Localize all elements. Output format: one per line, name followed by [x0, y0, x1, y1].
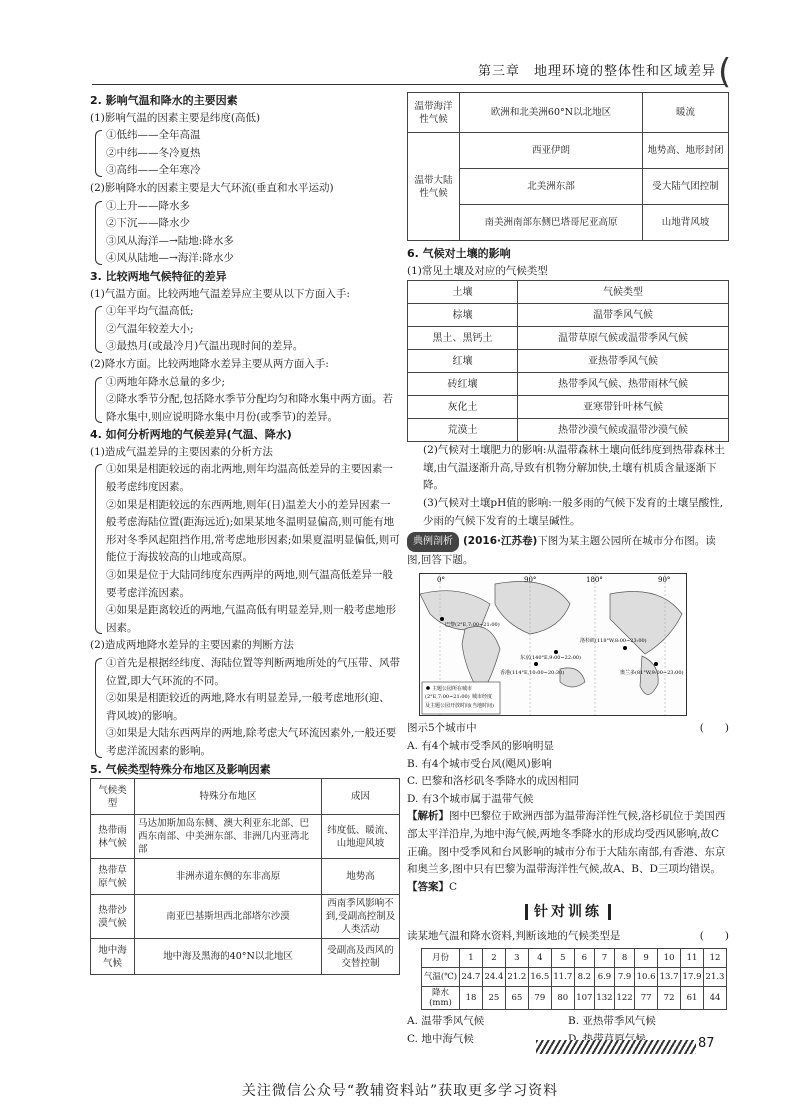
flow-item: ②下沉——降水少: [106, 217, 190, 230]
table-cell: 地中海及黑海的40°N以北地区: [135, 939, 322, 975]
s4-p1: (1)造成气温差异的主要因素的分析方法: [90, 445, 273, 458]
table-cell: 西亚伊朗: [460, 133, 643, 169]
rain-brace: [90, 374, 400, 427]
table-cell: 温带海洋性气候: [408, 93, 460, 133]
s6-p2: (2)气候对土壤肥力的影响:从温带森林土壤向低纬度到热带森林土壤,由气温逐渐升高,导致有机物分解加快,土壤有机质含量逐渐下降。: [423, 444, 725, 492]
table-row: [91, 859, 400, 895]
table-cell: 山地背风坡: [643, 205, 729, 241]
section-4-title: 4. 如何分析两地的气候差异(气温、降水): [90, 428, 292, 442]
option-a: A. 有4个城市受季风的影响明显: [407, 739, 554, 752]
map-lon-label: 180°: [586, 576, 603, 585]
rain-item: ①两地年降水总量的多少;: [106, 375, 226, 388]
table-row: [408, 350, 729, 373]
rain-item: ②降水季节分配,包括降水季节分配均匀和降水集中两方面。若降水集中,则应说明降水集中月份(或季节)的差异。: [106, 393, 393, 423]
table-cell: 44: [704, 987, 727, 1010]
table-cell: 8.2: [574, 968, 594, 987]
training-option-b: B. 亚热带季风气候: [568, 1015, 656, 1028]
training-question-text: 读某地气温和降水资料,判断该地的气候类型是: [407, 929, 621, 942]
training-option-c: C. 地中海气候: [407, 1033, 474, 1046]
temp-precip-table: [421, 948, 727, 1010]
table-cell: 受大陆气团控制: [643, 169, 729, 205]
table-row: [408, 419, 729, 442]
example-intro: [407, 532, 729, 569]
temp-item: ③最热月(或最冷月)气温出现时间的差异。: [106, 340, 304, 353]
circulation-brace: [90, 198, 400, 268]
table-cell: 砖红壤: [408, 373, 518, 396]
answer: [407, 879, 729, 897]
temp-item: ②气温年较差大小;: [106, 322, 194, 335]
table-cell: 17.9: [681, 968, 704, 987]
table-row: [91, 939, 400, 975]
table-cell: 南美洲南部东侧巴塔哥尼亚高原: [460, 205, 643, 241]
table-row: [408, 93, 729, 133]
table-cell: 亚寒带针叶林气候: [518, 396, 729, 419]
table-cell: 77: [635, 987, 658, 1010]
table-header: 降水(mm): [422, 987, 460, 1010]
training-paren: ( ): [699, 929, 729, 942]
table-cell: 温带季风气候: [518, 304, 729, 327]
analysis-label: 【解析】: [407, 810, 449, 823]
climate-distribution-table-cont: [407, 92, 729, 241]
map-legend: 城市经度: [472, 694, 493, 701]
table-cell: 热带沙漠气候或温带沙漠气候: [518, 419, 729, 442]
table-cell: 21.2: [505, 968, 528, 987]
table-cell: 北美洲东部: [460, 169, 643, 205]
table-cell: 11.7: [551, 968, 574, 987]
table-cell: 3: [505, 949, 528, 968]
table-row: [422, 987, 727, 1010]
table-cell: 65: [505, 987, 528, 1010]
table-cell: 2: [482, 949, 505, 968]
analysis-text: 图中巴黎位于欧洲西部为温带海洋性气候,洛杉矶位于美国西部太平洋沿岸,为地中海气候,两地冬季降水的形成均受西风影响,故C正确。图中受季风和台风影响的城市分布于大陆东南部,有香港、东京和奥兰多,图中只有巴黎为温带海洋性气候,故A、B、D三项均错误。: [407, 810, 726, 876]
section-5-title: 5. 气候类型特殊分布地区及影响因素: [90, 762, 271, 776]
s3-p2: (2)降水方面。比较两地降水差异主要从两方面入手:: [90, 357, 329, 370]
table-cell: 21.3: [704, 968, 727, 987]
table-cell: 4: [528, 949, 551, 968]
table-cell: 热带草原气候: [91, 859, 135, 895]
lat-item: ②中纬——冬冷夏热: [106, 146, 201, 159]
table-row: [408, 304, 729, 327]
map-city-label: 东京(140°E,9:00~22:00): [520, 655, 582, 662]
table-header: 气候类型: [518, 281, 729, 304]
answer-label: 【答案】: [407, 880, 449, 893]
table-cell: 80: [551, 987, 574, 1010]
table-cell: 7.9: [615, 968, 635, 987]
table-cell: 79: [528, 987, 551, 1010]
latitude-brace: [90, 127, 400, 180]
table-cell: 地势高、地形封闭: [643, 133, 729, 169]
table-cell: 温带草原气候或温带季风气候: [518, 327, 729, 350]
map-city-label: 奥兰多(81°W,9:00~23:00): [620, 670, 684, 677]
table-cell: 灰化土: [408, 396, 518, 419]
climate-distribution-table: [90, 778, 400, 975]
example-question: [407, 720, 729, 738]
map-city-label: 巴黎(2°E,7:00~21:00): [445, 622, 500, 629]
table-cell: 热带沙漠气候: [91, 895, 135, 939]
s2-p2: (2)影响降水的因素主要是大气环流(垂直和水平运动): [90, 181, 334, 194]
rain-factor-item: ③如果是大陆东西两岸的两地,除考虑大气环流因素外,一般还要考虑洋流因素的影响。: [106, 727, 397, 757]
example-source: (2016·江苏卷): [463, 535, 538, 548]
rain-factor-brace: [90, 655, 400, 761]
table-cell: 10.6: [635, 968, 658, 987]
option-d: D. 有3个城市属于温带气候: [407, 792, 534, 805]
table-cell: 24.7: [460, 968, 483, 987]
table-header: 月份: [422, 949, 460, 968]
table-cell: 72: [658, 987, 681, 1010]
table-header: 特殊分布地区: [135, 779, 322, 815]
table-cell: 61: [681, 987, 704, 1010]
right-column: [407, 92, 729, 1049]
table-cell: 24.4: [482, 968, 505, 987]
table-row: [422, 968, 727, 987]
table-cell: 12: [704, 949, 727, 968]
s6-p3: (3)气候对土壤pH值的影响:一般多雨的气候下发育的土壤呈酸性,少雨的气候下发育的土壤呈碱性。: [423, 496, 724, 527]
footer-note: 关注微信公众号“教辅资料站”获取更多学习资料: [241, 1083, 559, 1099]
table-cell: 16.5: [528, 968, 551, 987]
section-3-title: 3. 比较两地气候特征的差异: [90, 269, 227, 283]
lat-item: ③高纬——全年寒冷: [106, 164, 201, 177]
training-question: [407, 928, 729, 946]
table-cell: 南亚巴基斯坦西北部塔尔沙漠: [135, 895, 322, 939]
table-cell: 热带季风气候、热带雨林气候: [518, 373, 729, 396]
table-cell: 地势高: [322, 859, 400, 895]
map-lon-label: 0°: [437, 576, 445, 585]
table-cell: 地中海气候: [91, 939, 135, 975]
table-cell: 7: [594, 949, 614, 968]
rain-factor-item: ①首先是根据经纬度、海陆位置等判断两地所处的气压带、风带位置,即大气环流的不同。: [106, 657, 400, 687]
section-2-title: 2. 影响气温和降水的主要因素: [90, 94, 238, 107]
table-header: 成因: [322, 779, 400, 815]
training-title-text: 针对训练: [525, 904, 611, 920]
analysis: [407, 808, 729, 878]
table-cell: 10: [658, 949, 681, 968]
table-cell: 107: [574, 987, 594, 1010]
table-header: 气温(℃): [422, 968, 460, 987]
flow-item: ①上升——降水多: [106, 199, 190, 212]
table-cell: 欧洲和北美洲60°N以北地区: [460, 93, 643, 133]
table-cell: 黑土、黑钙土: [408, 327, 518, 350]
example-badge: 典例剖析: [407, 532, 459, 552]
temp-factor-item: ④如果是距离较近的两地,气温高低有明显差异,则一般考虑地形因素。: [106, 604, 397, 634]
table-cell: 西南季风影响不到,受副高控制及人类活动: [322, 895, 400, 939]
map-legend: (2°E,7:00~21:00): [425, 694, 470, 701]
table-row: [408, 133, 729, 169]
s6-p1: (1)常见土壤及对应的气候类型: [407, 264, 548, 277]
table-row: [91, 895, 400, 939]
table-cell: 荒漠土: [408, 419, 518, 442]
footer-hatch-decoration: [536, 1040, 696, 1054]
temp-brace: [90, 303, 400, 356]
world-map-figure: [419, 573, 687, 716]
page-number: 87: [698, 1036, 715, 1051]
temp-factor-item: ②如果是相距较远的东西两地,则年(日)温差大小的差异因素一般考虑海陆位置(距海远近);如果某地冬温明显偏高,则可能有地形对冬季风起阻挡作用,常考虑地形因素;如果夏温明显偏低,则可能位于海拔较高的山地或高原。: [106, 498, 400, 564]
table-header: 气候类型: [91, 779, 135, 815]
answer-paren: ( ): [699, 722, 729, 735]
question-text: 图示5个城市中: [407, 722, 477, 735]
example-text: 下图为某主题公园所在城市分布图。读图,回答下题。: [407, 535, 716, 566]
answer-value: C: [449, 880, 458, 893]
training-title: [407, 904, 729, 922]
table-row: [408, 396, 729, 419]
table-cell: 9: [635, 949, 658, 968]
table-cell: 温带大陆性气候: [408, 133, 460, 241]
temp-factor-brace: [90, 461, 400, 637]
table-cell: 亚热带季风气候: [518, 350, 729, 373]
flow-item: ④风从陆地—→海洋:降水少: [106, 252, 234, 265]
s3-p1: (1)气温方面。比较两地气温差异应主要从以下方面入手:: [90, 287, 350, 300]
table-cell: 红壤: [408, 350, 518, 373]
map-lon-label: 90°: [524, 576, 537, 585]
option-b: B. 有4个城市受台风(飓风)影响: [407, 757, 552, 770]
lat-item: ①低纬——全年高温: [106, 129, 201, 142]
table-row: [408, 373, 729, 396]
world-map-svg: [420, 574, 687, 716]
soil-climate-table: [407, 280, 729, 442]
table-cell: 18: [460, 987, 483, 1010]
table-cell: 25: [482, 987, 505, 1010]
table-cell: 受副高及西风的交替控制: [322, 939, 400, 975]
chapter-title: 第三章 地理环境的整体性和区域差异: [478, 64, 717, 79]
table-cell: 132: [594, 987, 614, 1010]
table-cell: 8: [615, 949, 635, 968]
header-bracket-decoration: (: [718, 52, 732, 92]
table-row: [422, 949, 727, 968]
section-6-title: 6. 气候对土壤的影响: [407, 247, 511, 260]
table-cell: 暖流: [643, 93, 729, 133]
map-legend: 主题公园所在城市: [432, 686, 473, 693]
table-cell: 纬度低、暖流、山地迎风坡: [322, 815, 400, 859]
option-c: C. 巴黎和洛杉矶冬季降水的成因相同: [407, 775, 579, 788]
table-row: [91, 815, 400, 859]
flow-item: ③风从海洋—→陆地:降水多: [106, 234, 234, 247]
table-cell: 122: [615, 987, 635, 1010]
s4-p2: (2)造成两地降水差异的主要因素的判断方法: [90, 639, 294, 652]
temp-item: ①年平均气温高低;: [106, 305, 194, 318]
map-city-label: 香港(114°E,10:00~20:30): [500, 670, 565, 677]
table-cell: 5: [551, 949, 574, 968]
header-rule: [92, 84, 725, 85]
map-lon-label: 90°: [658, 576, 671, 585]
table-header: 土壤: [408, 281, 518, 304]
s2-p1: (1)影响气温的因素主要是纬度(高低): [90, 111, 261, 124]
table-cell: 马达加斯加岛东侧、澳大利亚东北部、巴西东南部、中美洲东部、非洲几内亚湾北部: [135, 815, 322, 859]
table-cell: 13.7: [658, 968, 681, 987]
table-cell: 6: [574, 949, 594, 968]
temp-factor-item: ③如果是位于大陆同纬度东西两岸的两地,则气温高低差异一般要考虑洋流因素。: [106, 569, 393, 599]
left-column: [90, 92, 400, 975]
table-cell: 非洲赤道东侧的东非高原: [135, 859, 322, 895]
table-cell: 6.9: [594, 968, 614, 987]
table-cell: 11: [681, 949, 704, 968]
table-cell: 棕壤: [408, 304, 518, 327]
temp-factor-item: ①如果是相距较远的南北两地,则年均温高低差异的主要因素一般考虑纬度因素。: [106, 463, 393, 494]
map-city-label: 洛杉矶(118°W,8:00~23:00): [580, 638, 647, 645]
table-cell: 1: [460, 949, 483, 968]
training-option-a: A. 温带季风气候: [407, 1015, 485, 1028]
rain-factor-item: ②如果是相距较近的两地,降水有明显差异,一般考虑地形(迎、背风坡)的影响。: [106, 692, 390, 722]
table-cell: 热带雨林气候: [91, 815, 135, 859]
map-legend: 及主题公园开放时间(当地时间): [425, 703, 494, 710]
table-row: [408, 327, 729, 350]
